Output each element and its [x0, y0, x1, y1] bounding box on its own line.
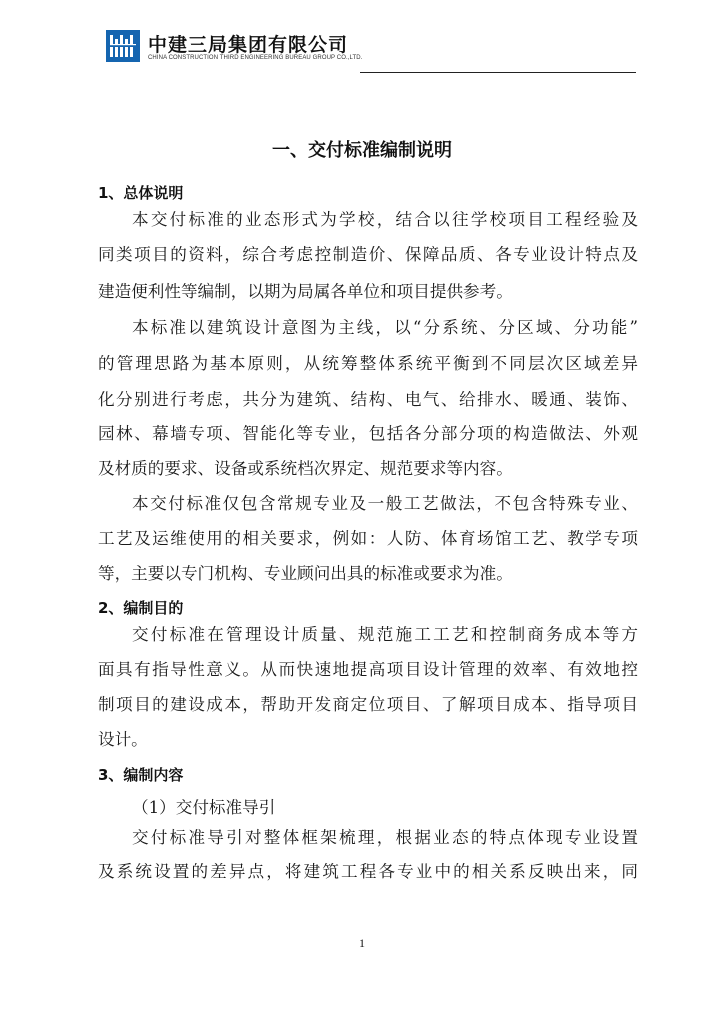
page-number: 1: [359, 936, 365, 950]
paragraph-line: 建造便利性等编制，以期为局属各单位和项目提供参考。: [98, 282, 513, 301]
document-title: 一、交付标准编制说明: [272, 140, 452, 161]
paragraph-line: 的管理思路为基本原则，从统筹整体系统平衡到不同层次区域差异: [98, 354, 638, 373]
company-logo-icon: [106, 30, 140, 62]
company-name-english: CHINA CONSTRUCTION THIRD ENGINEERING BUREAU GROUP CO.,LTD.: [148, 55, 363, 61]
paragraph-line: 面具有指导性意义。从而快速地提高项目设计管理的效率、有效地控: [98, 660, 638, 679]
paragraph-line: 本交付标准的业态形式为学校，结合以往学校项目工程经验及: [132, 210, 638, 229]
paragraph-line: 制项目的建设成本，帮助开发商定位项目、了解项目成本、指导项目: [98, 695, 638, 714]
paragraph-line: 及系统设置的差异点，将建筑工程各专业中的相关系反映出来，同: [98, 862, 638, 881]
paragraph-line: 交付标准导引对整体框架梳理，根据业态的特点体现专业设置: [132, 828, 638, 847]
paragraph-line: 园林、幕墙专项、智能化等专业，包括各分部分项的构造做法、外观: [98, 424, 638, 443]
paragraph-line: 及材质的要求、设备或系统档次界定、规范要求等内容。: [98, 459, 513, 478]
document-header: [106, 30, 646, 74]
paragraph-line: 等，主要以专门机构、专业顾问出具的标准或要求为准。: [98, 564, 513, 583]
paragraph-line: 本交付标准仅包含常规专业及一般工艺做法，不包含特殊专业、: [132, 494, 638, 513]
paragraph-line: 交付标准在管理设计质量、规范施工工艺和控制商务成本等方: [132, 625, 638, 644]
section-heading-purpose: 2、编制目的: [98, 599, 184, 617]
paragraph-line: 工艺及运维使用的相关要求，例如：人防、体育场馆工艺、教学专项: [98, 529, 638, 548]
paragraph-line: 同类项目的资料，综合考虑控制造价、保障品质、各专业设计特点及: [98, 245, 638, 264]
paragraph-line: 化分别进行考虑，共分为建筑、结构、电气、给排水、暖通、装饰、: [98, 390, 638, 409]
section-heading-content: 3、编制内容: [98, 766, 184, 784]
company-name: 中建三局集团有限公司: [148, 34, 349, 56]
subsection-heading: （1）交付标准导引: [132, 798, 276, 817]
header-divider: [360, 72, 636, 73]
section-heading-overview: 1、总体说明: [98, 184, 184, 202]
paragraph-line: 设计。: [98, 730, 148, 749]
paragraph-line: 本标准以建筑设计意图为主线，以“分系统、分区域、分功能”: [132, 318, 638, 337]
